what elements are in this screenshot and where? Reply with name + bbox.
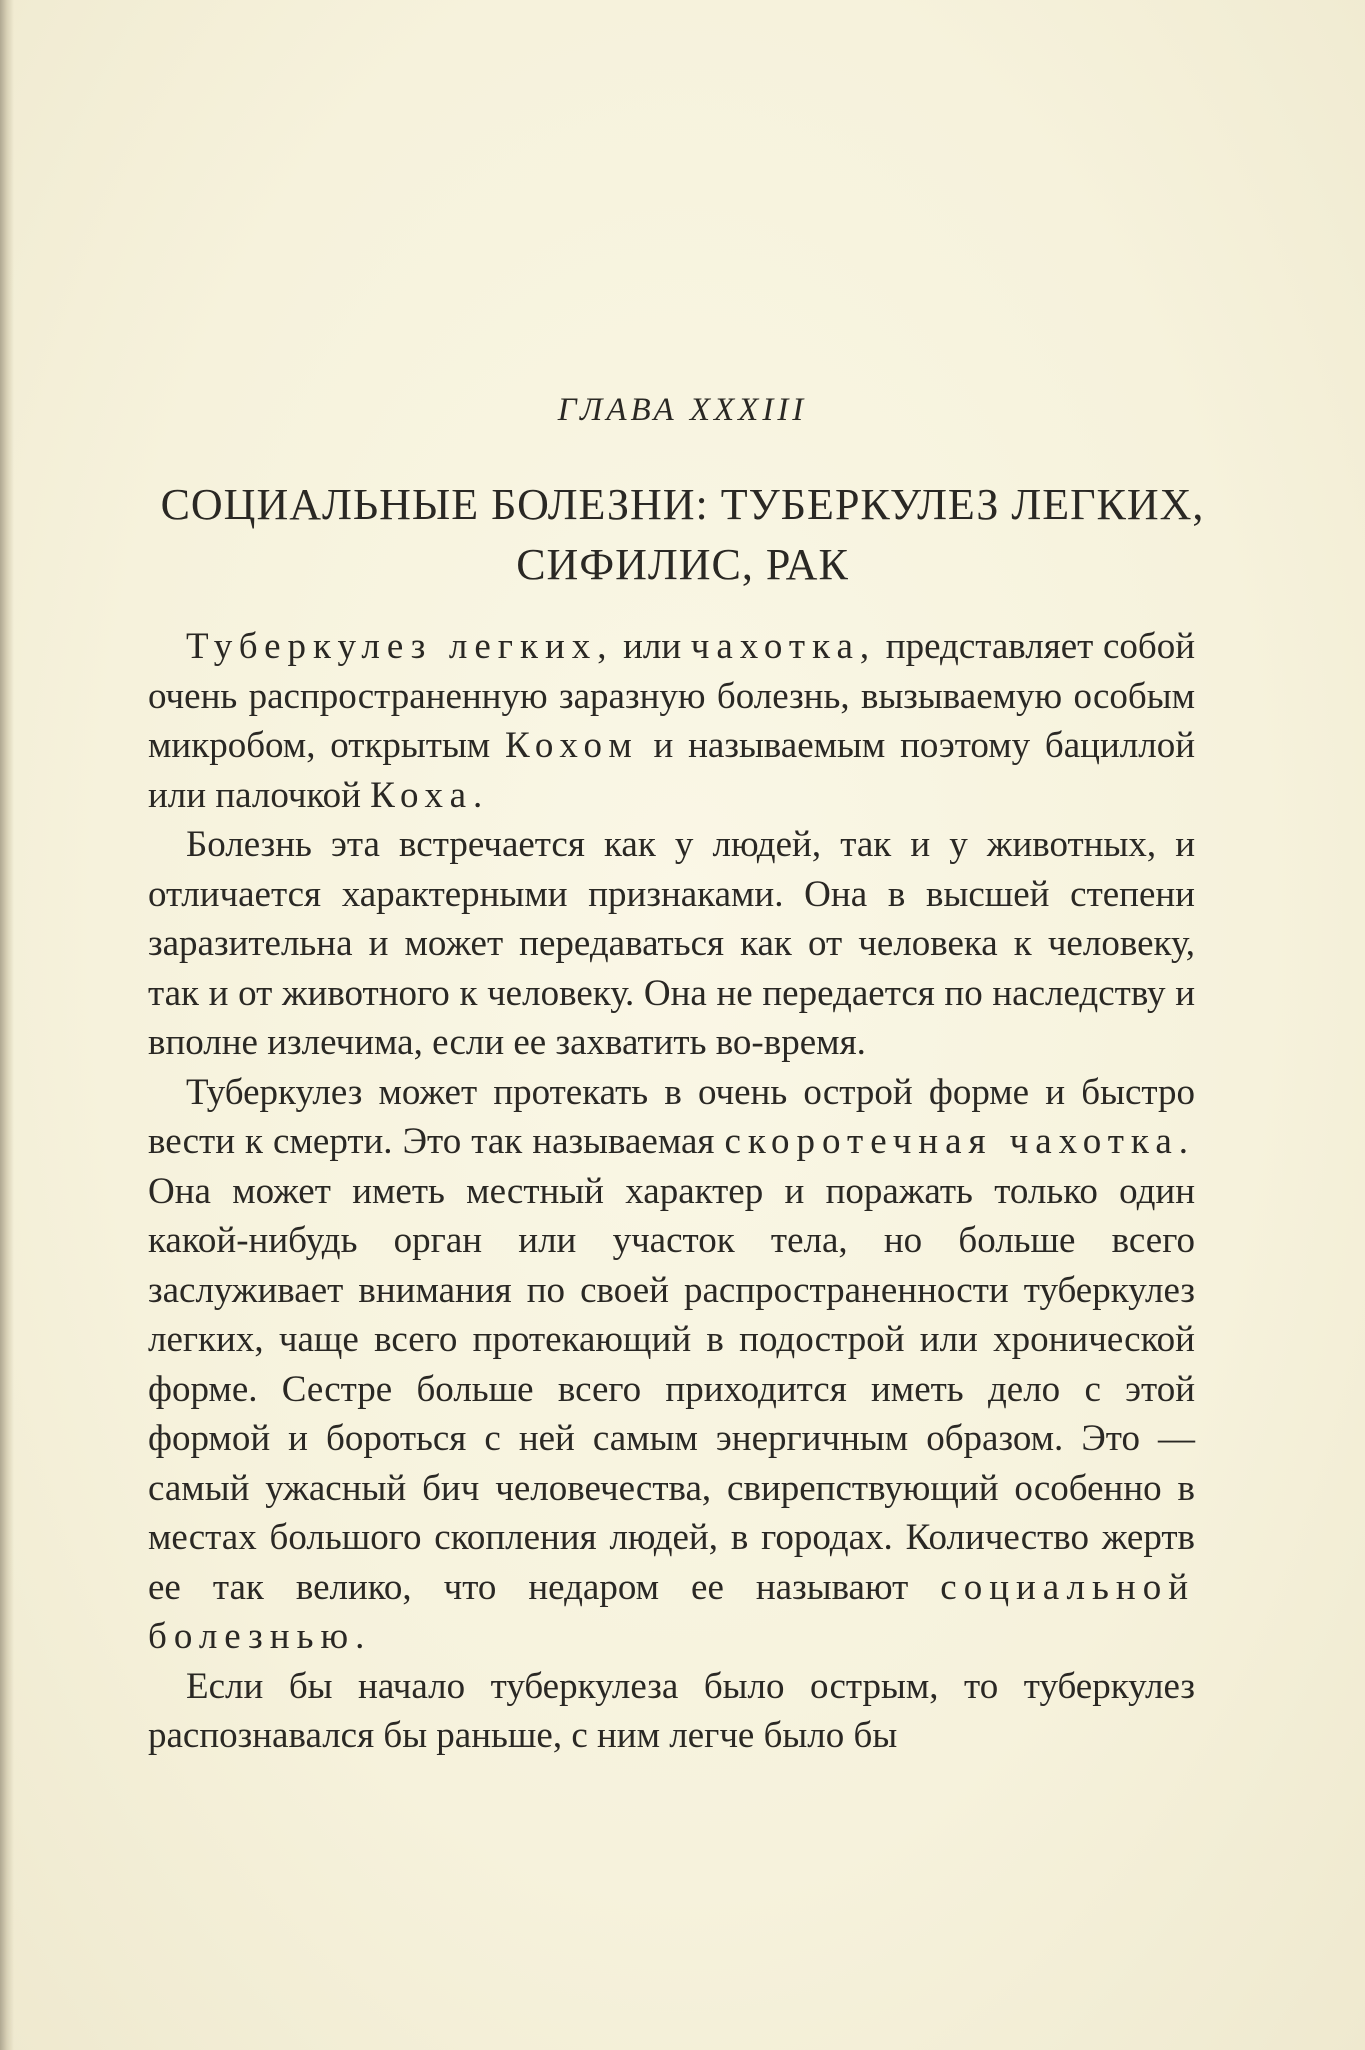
paragraph-text: представляет собой очень распространенную заразную болезнь, вызываемую особым микробом, открытым [148,626,1195,766]
paragraph-3 [148,1068,1195,1662]
paragraph-text: Она может иметь местный характер и поражать только один какой-нибудь орган или участок тела, но больше всего заслуживает внимания по своей распространенности туберкулез легких, чаще всего протекающий в подострой или хронической форме. Сестре больше всего приходится иметь дело с этой формой и бороться с ней самым энергичным образом. Это — самый ужасный бич человечества, свирепствующий особенно в местах большого скопления людей, в городах. Количество жертв ее так велико, что недаром ее называют [148,1170,1195,1608]
paragraph-text: Туберкулез может протекать в очень острой форме и быстро вести к смерти. Это так называемая [148,1071,1195,1162]
paragraph-text: или [613,626,691,667]
chapter-title-line-2: СИФИЛИС, РАК [516,540,849,589]
page-edge-shadow [0,0,14,2050]
paragraph-1 [148,622,1195,820]
emphasis-name: Кохом [505,725,639,766]
body-text [148,622,1195,1761]
chapter-label: ГЛАВА XXXIII [557,392,808,428]
emphasis-term: социальной болезнью. [148,1566,1195,1657]
chapter-title-line-1: СОЦИАЛЬНЫЕ БОЛЕЗНИ: ТУБЕРКУЛЕЗ ЛЕГКИХ, [160,480,1205,529]
emphasis-term: Туберкулез легких, [186,626,614,667]
paragraph-4: Если бы начало туберкулеза было острым, то туберкулез распознавался бы раньше, с ним легче было бы [148,1665,1195,1756]
emphasis-name: Коха. [370,774,490,816]
paragraph-text: и называемым поэтому бациллой или палочкой [148,725,1195,816]
emphasis-term: чахотка, [690,626,877,667]
paragraph-2: Болезнь эта встречается как у людей, так и у животных, и отличается характерными признаками. Она в высшей степени заразительна и может передаваться как от человека к человеку, так и от животного к человеку. Она не передается по наследству и вполне излечима, если ее захватить во-время. [148,824,1195,1063]
emphasis-term: скоротечная чахотка. [724,1121,1195,1162]
chapter-title [100,475,1265,595]
